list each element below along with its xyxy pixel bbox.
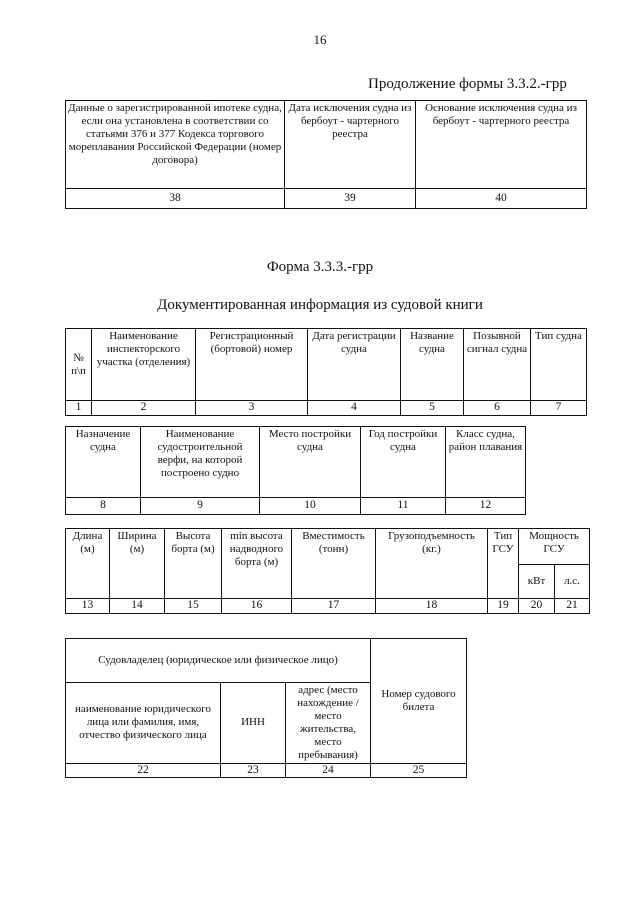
header-inspection-unit: Наименование инспекторского участка (отделения) <box>92 329 196 401</box>
column-number: 13 <box>66 599 110 614</box>
header-shipyard: Наименование судостроительной верфи, на которой построено судно <box>141 427 260 498</box>
header-exclusion-date: Дата исключения судна из бербоут - чартерного реестра <box>285 101 416 189</box>
header-owner: Судовладелец (юридическое или физическое лицо) <box>66 639 371 683</box>
column-number: 20 <box>519 599 555 614</box>
header-length: Длина (м) <box>66 529 110 599</box>
column-number: 38 <box>66 189 285 209</box>
header-registration-number: Регистрационный (бортовой) номер <box>196 329 308 401</box>
column-number: 4 <box>308 401 401 416</box>
column-number: 6 <box>464 401 531 416</box>
header-power-kw: кВт <box>519 565 555 599</box>
header-vessel-name: Название судна <box>401 329 464 401</box>
column-number: 1 <box>66 401 92 416</box>
header-ticket-number: Номер судового билета <box>371 639 467 764</box>
column-number: 8 <box>66 498 141 515</box>
header-mortgage: Данные о зарегистрированной ипотеке судна, если она установлена в соответствии со статьями 376 и 377 Кодекса торгового мореплавания Российской Федерации (номер договора) <box>66 101 285 189</box>
column-number: 19 <box>488 599 519 614</box>
owner-table <box>65 638 467 778</box>
column-number: 9 <box>141 498 260 515</box>
column-number: 24 <box>286 763 371 778</box>
header-owner-name: наименование юридического лица или фамилия, имя, отчество физического лица <box>66 683 221 764</box>
ship-register-table <box>65 328 587 416</box>
construction-table <box>65 426 526 515</box>
header-engine-power: Мощность ГСУ <box>519 529 590 565</box>
continuation-table <box>65 100 587 209</box>
column-number: 17 <box>292 599 376 614</box>
page-number: 16 <box>313 32 327 47</box>
header-build-place: Место постройки судна <box>260 427 361 498</box>
header-vessel-type: Тип судна <box>531 329 587 401</box>
column-number: 39 <box>285 189 416 209</box>
column-number: 23 <box>221 763 286 778</box>
column-number: 7 <box>531 401 587 416</box>
header-build-year: Год постройки судна <box>361 427 446 498</box>
header-width: Ширина (м) <box>110 529 165 599</box>
header-row-number: № п\п <box>66 329 92 401</box>
header-board-height: Высота борта (м) <box>165 529 222 599</box>
column-number: 16 <box>222 599 292 614</box>
header-exclusion-basis: Основание исключения судна из бербоут - чартерного реестра <box>416 101 587 189</box>
column-number: 11 <box>361 498 446 515</box>
column-number: 21 <box>555 599 590 614</box>
header-owner-address: адрес (место нахождение / место жительства, место пребывания) <box>286 683 371 764</box>
column-number: 40 <box>416 189 587 209</box>
header-call-sign: Позывной сигнал судна <box>464 329 531 401</box>
column-number: 18 <box>376 599 488 614</box>
column-number: 22 <box>66 763 221 778</box>
header-registration-date: Дата регистрации судна <box>308 329 401 401</box>
header-power-hp: л.с. <box>555 565 590 599</box>
header-load-capacity: Грузоподъемность (кг.) <box>376 529 488 599</box>
header-inn: ИНН <box>221 683 286 764</box>
continuation-title: Продолжение формы 3.3.2.-грр <box>368 76 567 92</box>
header-engine-type: Тип ГСУ <box>488 529 519 599</box>
column-number: 14 <box>110 599 165 614</box>
dimensions-table <box>65 528 590 614</box>
column-number: 10 <box>260 498 361 515</box>
column-number: 3 <box>196 401 308 416</box>
header-vessel-class: Класс судна, район плавания <box>446 427 526 498</box>
column-number: 5 <box>401 401 464 416</box>
header-purpose: Назначение судна <box>66 427 141 498</box>
header-capacity: Вместимость (тонн) <box>292 529 376 599</box>
document-title: Документированная информация из судовой книги <box>157 297 483 313</box>
column-number: 12 <box>446 498 526 515</box>
column-number: 2 <box>92 401 196 416</box>
form-title: Форма 3.3.3.-грр <box>266 259 374 275</box>
column-number: 25 <box>371 763 467 778</box>
header-min-freeboard: min высота надводного борта (м) <box>222 529 292 599</box>
column-number: 15 <box>165 599 222 614</box>
